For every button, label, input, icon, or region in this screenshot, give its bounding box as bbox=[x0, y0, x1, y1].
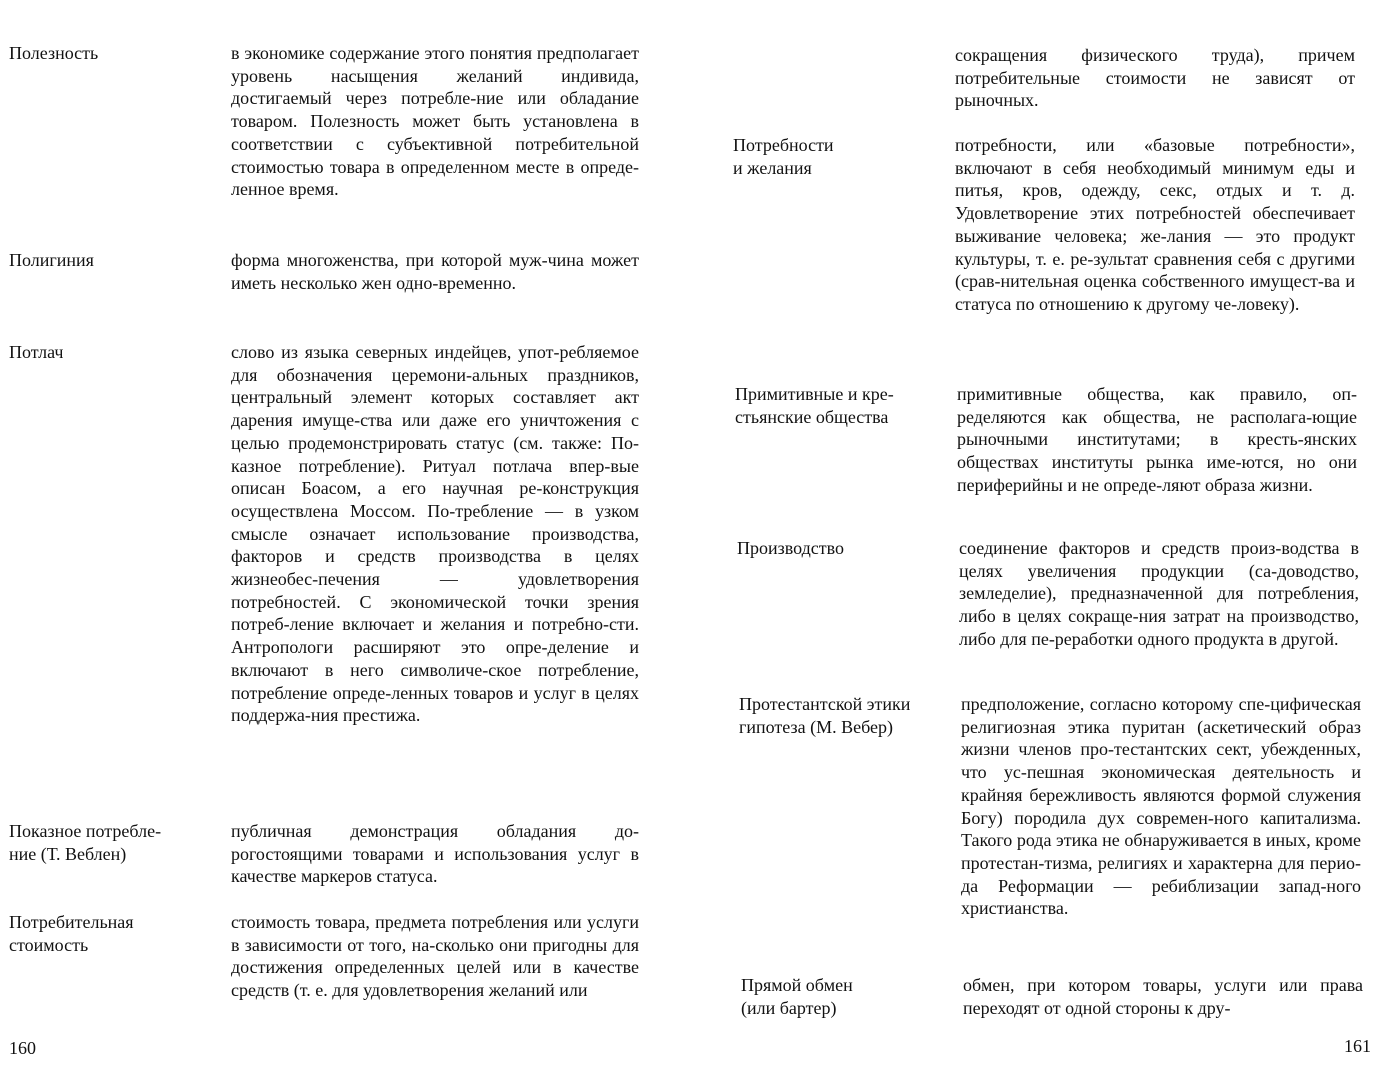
glossary-entry-potrebnosti bbox=[733, 134, 1355, 364]
glossary-entry-proizvodstvo bbox=[737, 537, 1359, 677]
glossary-definition: слово из языка северных индейцев, упот-ребляемое для обозначения церемони-альных праздников, центральный элемент которых составляет акт дарения имуще-ства или даже его уничтожения с целью продемонстрировать статус (см. также: По-казное потребление). Ритуал потлача впер-вые описан Боасом, а его научная ре-конструкция осуществлена Моссом. По-требление — в узком смысле означает использование производства, факторов и средств производства в целях жизнеобес-печения — удовлетворения потребностей. С экономической точки зрения потреб-ление включает и желания и потребно-сти. Антропологи расширяют это опре-деление и включают в него символиче-ское потребление, потребление опреде-ленных товаров и услуг в целях поддержа-ния престижа. bbox=[231, 342, 639, 726]
glossary-term: Прямой обмен (или бартер) bbox=[741, 975, 853, 1018]
glossary-term: Показное потребле- ние (Т. Веблен) bbox=[9, 821, 162, 864]
continuation-paragraph bbox=[733, 44, 1355, 114]
glossary-term: Протестантской этики гипотеза (М. Вебер) bbox=[739, 694, 911, 737]
glossary-term: Полезность bbox=[9, 43, 99, 63]
glossary-entry-primitivnye-obshchestva bbox=[735, 383, 1357, 523]
glossary-definition: потребности, или «базовые потребности», включают в себя необходимый минимум еды и питья, кров, одежду, секс, отдых и т. д. Удовлетворение этих потребностей обеспечивает выживание человека; же-лания — это продукт культуры, т. е. ре-зультат сравнения себя с другими (срав-нительная оценка собственного имущест-ва и статуса по отношению к другому че-ловеку). bbox=[955, 135, 1355, 314]
page-number-right: 161 bbox=[1344, 1036, 1371, 1056]
glossary-entry-poliginiya bbox=[9, 249, 639, 319]
glossary-definition: предположение, согласно которому спе-цифическая религиозная этика пуритан (аскетический образ жизни членов про-тестантских сект, убежденных, что ус-пешная экономическая деятельность и крайняя бережливость являются формой служения Богу) породила дух современ-ного капитализма. Такого рода этика не обнаруживается в иных, кроме протестан-тизма, религиях и характерна для перио-да Реформации — ребиблизации запад-ного христианства. bbox=[961, 694, 1361, 919]
glossary-definition: форма многоженства, при которой муж-чина может иметь несколько жен одно-временно. bbox=[231, 250, 639, 293]
glossary-entry-potlach bbox=[9, 341, 639, 801]
glossary-entry-pokaznoe-potreblenie bbox=[9, 820, 639, 890]
glossary-entry-potrebitelnaya-stoimost bbox=[9, 911, 639, 1031]
glossary-term: Производство bbox=[737, 538, 844, 558]
glossary-entry-pryamoy-obmen bbox=[741, 974, 1363, 1024]
glossary-term: Потребительная стоимость bbox=[9, 912, 134, 955]
glossary-definition: примитивные общества, как правило, оп-ределяются как общества, не располага-ющие рыночными институтами; в кресть-янских обществах институты рынка име-ются, но они периферийны и не опреде-ляют образа жизни. bbox=[957, 384, 1357, 495]
glossary-definition: публичная демонстрация обладания до-рогостоящими товарами и использования услуг в качестве маркеров статуса. bbox=[231, 821, 639, 887]
glossary-entry-protestantskaya-etika bbox=[739, 693, 1361, 963]
glossary-term: Потребности и желания bbox=[733, 135, 834, 178]
glossary-term: Потлач bbox=[9, 342, 64, 362]
glossary-definition-continued: сокращения физического труда), причем потребительные стоимости не зависят от рыночных. bbox=[955, 45, 1355, 111]
glossary-definition: соединение факторов и средств произ-водства в целях увеличения продукции (са-доводство, земледелие), предназначенной для потребления, либо в целях сокраще-ния затрат на производство, либо для пе-реработки одного продукта в другой. bbox=[959, 538, 1359, 649]
page-number-left: 160 bbox=[9, 1038, 36, 1058]
glossary-term: Полигиния bbox=[9, 250, 94, 270]
glossary-entry-poleznost bbox=[9, 42, 639, 232]
glossary-definition: обмен, при котором товары, услуги или права переходят от одной стороны к дру- bbox=[963, 975, 1363, 1018]
glossary-definition: в экономике содержание этого понятия предполагает уровень насыщения желаний индивида, достигаемый через потребле-ние или обладание товаром. Полезность может быть установлена в соответствии с субъективной потребительной стоимостью товара в определенном месте в опреде-ленное время. bbox=[231, 43, 639, 200]
glossary-definition: стоимость товара, предмета потребления или услуги в зависимости от того, на-сколько они пригодны для достижения определенных целей или в качестве средств (т. е. для удовлетворения желаний или bbox=[231, 912, 639, 1001]
glossary-term: Примитивные и кре- стьянские общества bbox=[735, 384, 894, 427]
